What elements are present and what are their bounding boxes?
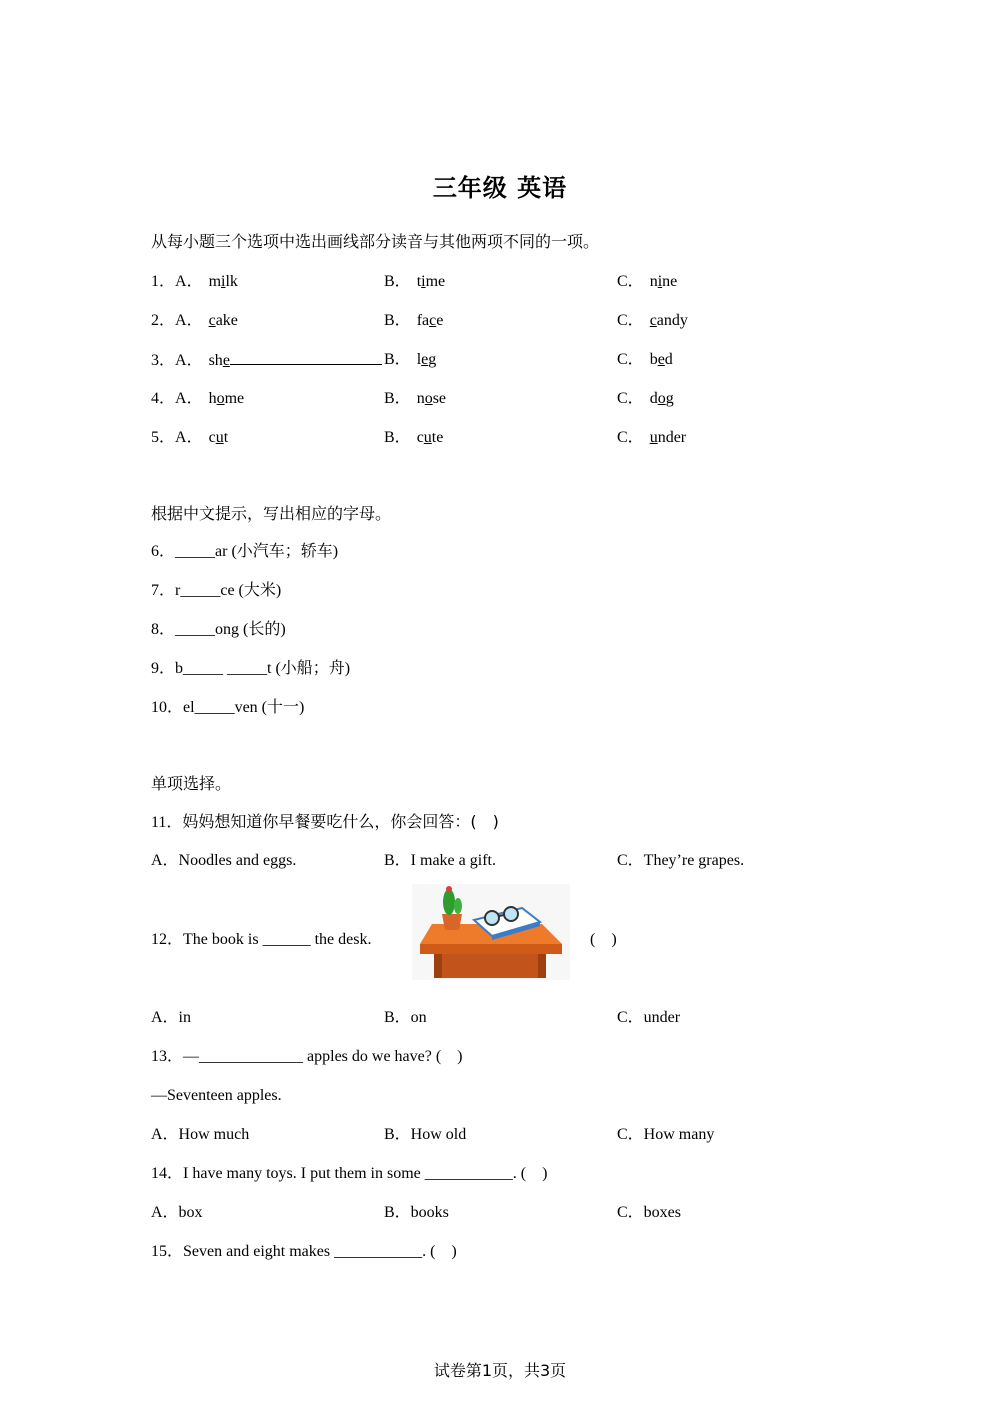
word-part: g <box>428 351 437 368</box>
question-text: _____ar (小汽车；轿车) <box>175 543 339 560</box>
word-part: lk <box>225 273 238 290</box>
word-part: te <box>431 429 444 446</box>
underlined-letters: o <box>216 390 225 407</box>
option-label: C． <box>617 273 644 290</box>
dialogue-answer: —Seventeen apples. <box>151 1087 282 1104</box>
word-part: sh <box>208 352 223 369</box>
word-part: t <box>416 273 422 290</box>
desk-with-book-image <box>412 884 570 980</box>
underlined-letters: i <box>657 273 663 290</box>
word-part: ne <box>662 273 678 290</box>
word-part: nder <box>657 429 687 446</box>
answer-blank-line <box>230 349 382 365</box>
option-a: A．How much <box>151 1126 250 1143</box>
word-part: me <box>425 273 446 290</box>
option-label: A． <box>175 390 203 407</box>
word-part: me <box>224 390 245 407</box>
question-number: 7． <box>151 582 176 599</box>
option-label: C． <box>617 312 644 329</box>
question-number: 12． <box>151 931 184 948</box>
option-label: C． <box>617 390 644 407</box>
underlined-letters: e <box>657 351 665 368</box>
question-number: 8． <box>151 621 176 638</box>
option-a <box>151 271 238 293</box>
underlined-letters: e <box>222 352 230 369</box>
question-number: 9． <box>151 660 176 677</box>
question-number: 1． <box>151 273 176 290</box>
section-instruction: 从每小题三个选项中选出画线部分读音与其他两项不同的一项。 <box>151 232 600 251</box>
option-c: C．How many <box>617 1126 715 1143</box>
option-c: C．boxes <box>617 1204 682 1221</box>
question-text: —_____________ apples do we have? ( ) <box>183 1048 463 1065</box>
option-label: B． <box>384 390 411 407</box>
word-part: fa <box>416 312 430 329</box>
option-c <box>617 310 688 332</box>
underlined-letters: c <box>208 312 216 329</box>
option-b: B．books <box>384 1204 449 1221</box>
option-a: A．box <box>151 1204 203 1221</box>
word-part: se <box>432 390 447 407</box>
question-7 <box>151 580 281 602</box>
question-8 <box>151 619 286 641</box>
word-part: c <box>208 429 216 446</box>
option-a <box>151 427 228 449</box>
option-b <box>384 349 436 371</box>
question-text: 妈妈想知道你早餐要吃什么，你会回答：( ) <box>182 812 499 831</box>
option-b <box>384 388 446 410</box>
underlined-letters: c <box>429 312 437 329</box>
option-label: B． <box>384 429 411 446</box>
question-text: el_____ven (十一) <box>183 699 305 716</box>
option-a <box>151 388 244 410</box>
option-label: B． <box>384 312 411 329</box>
option-label: A． <box>175 352 203 369</box>
question-6 <box>151 541 338 563</box>
question-text: The book is ______ the desk. <box>183 931 372 948</box>
question-11 <box>151 811 499 834</box>
option-c <box>617 427 686 449</box>
word-part: n <box>416 390 425 407</box>
word-part: ake <box>215 312 238 329</box>
word-part: b <box>649 351 658 368</box>
question-number: 4． <box>151 390 176 407</box>
word-part: t <box>223 429 229 446</box>
option-c: C．They’re grapes. <box>617 852 745 869</box>
option-label: C． <box>617 429 644 446</box>
question-number: 13． <box>151 1048 184 1065</box>
option-b: B．on <box>384 1009 427 1026</box>
option-a <box>151 310 238 332</box>
option-c <box>617 349 673 371</box>
question-13 <box>151 1046 463 1068</box>
page-footer: 试卷第1页，共3页 <box>433 1361 567 1380</box>
option-label: A． <box>175 312 203 329</box>
question-text: _____ong (长的) <box>175 621 286 638</box>
option-c <box>617 388 674 410</box>
word-part: c <box>416 429 424 446</box>
option-label: B． <box>384 273 411 290</box>
option-c: C．under <box>617 1009 681 1026</box>
question-14 <box>151 1163 547 1185</box>
underlined-letters: u <box>649 429 658 446</box>
question-number: 2． <box>151 312 176 329</box>
question-number: 6． <box>151 543 176 560</box>
word-part: e <box>436 312 444 329</box>
question-number: 10． <box>151 699 184 716</box>
question-number: 15． <box>151 1243 184 1260</box>
question-9 <box>151 658 350 680</box>
option-c <box>617 271 677 293</box>
underlined-letters: i <box>421 273 426 290</box>
underlined-letters: u <box>423 429 432 446</box>
underlined-letters: o <box>657 390 666 407</box>
word-part: m <box>208 273 222 290</box>
option-a: A．in <box>151 1009 192 1026</box>
question-text: r_____ce (大米) <box>175 582 282 599</box>
underlined-letters: c <box>649 312 657 329</box>
question-text: I have many toys. I put them in some ___________. ( ) <box>183 1165 548 1182</box>
option-a <box>151 349 382 372</box>
word-part: n <box>649 273 658 290</box>
question-number: 11． <box>151 814 183 831</box>
answer-paren: ( ) <box>590 931 617 948</box>
question-12 <box>151 929 371 951</box>
underlined-letters: i <box>221 273 226 290</box>
question-number: 5． <box>151 429 176 446</box>
option-b <box>384 310 443 332</box>
underlined-letters: u <box>215 429 224 446</box>
option-b <box>384 427 443 449</box>
word-part: h <box>208 390 217 407</box>
underlined-letters: o <box>424 390 433 407</box>
option-label: A． <box>175 273 203 290</box>
option-label: B． <box>384 351 411 368</box>
question-text: b_____ _____t (小船；舟) <box>175 660 351 677</box>
word-part: d <box>664 351 673 368</box>
page-title: 三年级 英语 <box>432 174 568 202</box>
question-10 <box>151 697 304 719</box>
question-15 <box>151 1241 457 1263</box>
word-part: d <box>649 390 658 407</box>
question-number: 14． <box>151 1165 184 1182</box>
option-label: C． <box>617 351 644 368</box>
option-label: A． <box>175 429 203 446</box>
question-text: Seven and eight makes ___________. ( ) <box>183 1243 457 1260</box>
word-part: l <box>416 351 422 368</box>
section-instruction: 单项选择。 <box>151 774 232 793</box>
option-b: B．How old <box>384 1126 467 1143</box>
option-b: B．I make a gift. <box>384 852 496 869</box>
question-number: 3． <box>151 352 176 369</box>
option-b <box>384 271 445 293</box>
underlined-letters: e <box>421 351 429 368</box>
word-part: andy <box>656 312 688 329</box>
section-instruction: 根据中文提示，写出相应的字母。 <box>151 504 392 523</box>
option-a: A．Noodles and eggs. <box>151 852 297 869</box>
word-part: g <box>665 390 674 407</box>
